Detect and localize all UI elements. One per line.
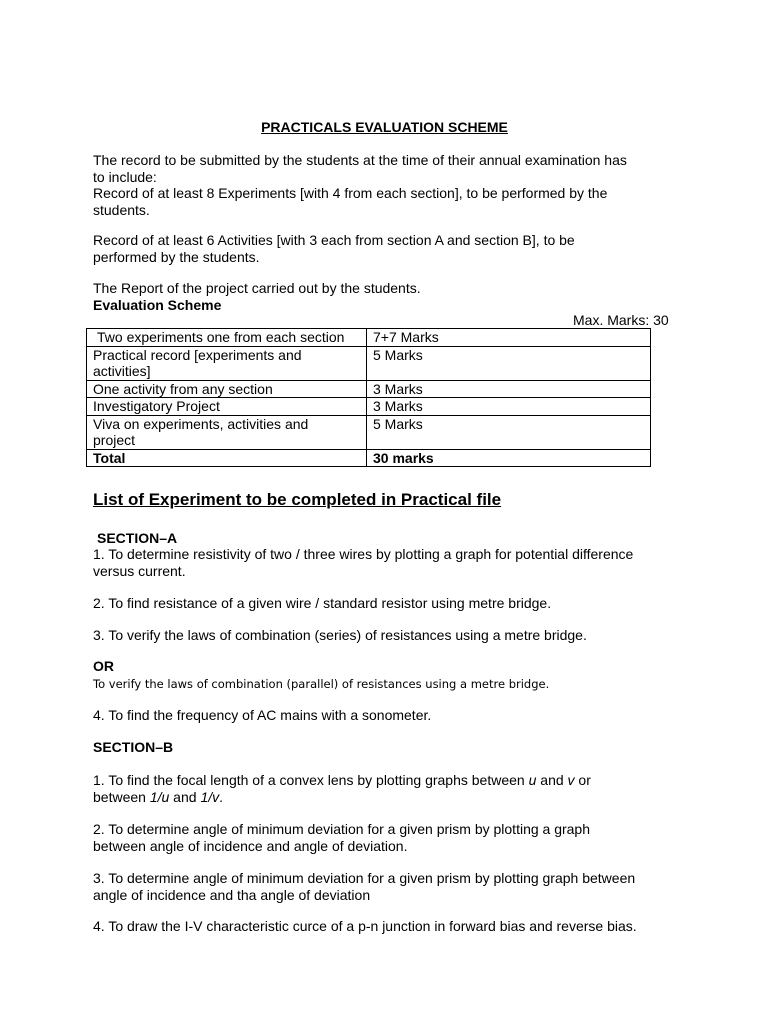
section-b-exp1 (93, 772, 591, 805)
section-a-exp4: 4. To find the frequency of AC mains with a sonometer. (93, 707, 432, 723)
text-run: . (219, 788, 224, 805)
activities-paragraph (93, 232, 575, 265)
list-heading: List of Experiment to be completed in Practical file (93, 490, 502, 509)
item-text: Practical record [experiments and (93, 346, 302, 363)
project-line: The Report of the project carried out by the students. (93, 280, 421, 296)
item-text: activities] (93, 363, 151, 379)
table-row (87, 415, 651, 449)
table-cell-marks: 3 Marks (367, 398, 651, 416)
table-cell-marks: 5 Marks (367, 415, 651, 449)
text-run: or (574, 772, 591, 788)
section-b-label: SECTION–B (93, 739, 174, 755)
experiment-line: versus current. (93, 562, 186, 579)
activities-line: Record of at least 6 Activities [with 3 each from section A and section B], to be (93, 232, 575, 248)
text-run: between (93, 788, 150, 805)
table-cell-item: Total (87, 449, 367, 467)
max-marks: Max. Marks: 30 (573, 312, 669, 328)
text-run: 1. To find the focal length of a convex lens by plotting graphs between (93, 772, 529, 788)
table-row (87, 329, 651, 347)
table-cell-marks: 7+7 Marks (367, 329, 651, 347)
intro-line: students. (93, 201, 150, 218)
evaluation-heading: Evaluation Scheme (93, 296, 222, 313)
table-cell-marks: 5 Marks (367, 346, 651, 380)
intro-line: to include: (93, 168, 157, 185)
table-cell-item: One activity from any section (87, 380, 367, 398)
experiment-line: 2. To determine angle of minimum deviation for a given prism by plotting a graph (93, 821, 591, 837)
table-cell-item: Investigatory Project (87, 398, 367, 416)
text-run: and (536, 772, 568, 788)
section-a-label: SECTION–A (97, 530, 178, 546)
page-title: PRACTICALS EVALUATION SCHEME (261, 119, 508, 135)
variable-v: v (567, 772, 575, 788)
experiment-line: 3. To determine angle of minimum deviation for a given prism by plotting graph between (93, 870, 636, 886)
experiment-line: angle of incidence and tha angle of deviation (93, 886, 371, 903)
experiment-line: 1. To determine resistivity of two / three wires by plotting a graph for potential difference (93, 546, 634, 562)
variable-u: u (528, 772, 537, 788)
section-b-exp2 (93, 821, 590, 854)
table-cell-marks: 3 Marks (367, 380, 651, 398)
activities-line: performed by the students. (93, 248, 260, 265)
table-cell-item (87, 415, 367, 449)
item-text: project (93, 432, 136, 448)
table-row (87, 398, 651, 416)
section-b-exp3 (93, 870, 635, 903)
table-row (87, 380, 651, 398)
table-row-total (87, 449, 651, 467)
text-run: and (169, 788, 201, 805)
evaluation-table (86, 328, 651, 467)
or-label: OR (93, 658, 114, 674)
experiment-line (93, 772, 591, 789)
section-a-exp3: 3. To verify the laws of combination (series) of resistances using a metre bridge. (93, 627, 587, 643)
section-b-exp4: 4. To draw the I-V characteristic curce of a p-n junction in forward bias and reverse bias. (93, 918, 637, 934)
item-text: Viva on experiments, activities and (93, 415, 309, 432)
intro-line: Record of at least 8 Experiments [with 4 from each section], to be performed by the (93, 185, 608, 201)
table-cell-item (87, 346, 367, 380)
table-cell-marks: 30 marks (367, 449, 651, 467)
experiment-line: between angle of incidence and angle of deviation. (93, 837, 408, 854)
variable-inv-v: 1/v (200, 788, 220, 805)
table-cell-item (87, 329, 367, 347)
item-text: Two experiments one from each section (97, 329, 345, 345)
section-a-exp3-alt: To verify the laws of combination (parallel) of resistances using a metre bridge. (93, 677, 550, 691)
table-row (87, 346, 651, 380)
intro-paragraph (93, 152, 627, 218)
intro-line: The record to be submitted by the students at the time of their annual examination has (93, 152, 627, 168)
section-a-exp2: 2. To find resistance of a given wire / standard resistor using metre bridge. (93, 595, 552, 611)
project-paragraph (93, 280, 421, 313)
section-a-exp1 (93, 546, 633, 579)
experiment-line (93, 789, 591, 806)
variable-inv-u: 1/u (149, 788, 170, 805)
